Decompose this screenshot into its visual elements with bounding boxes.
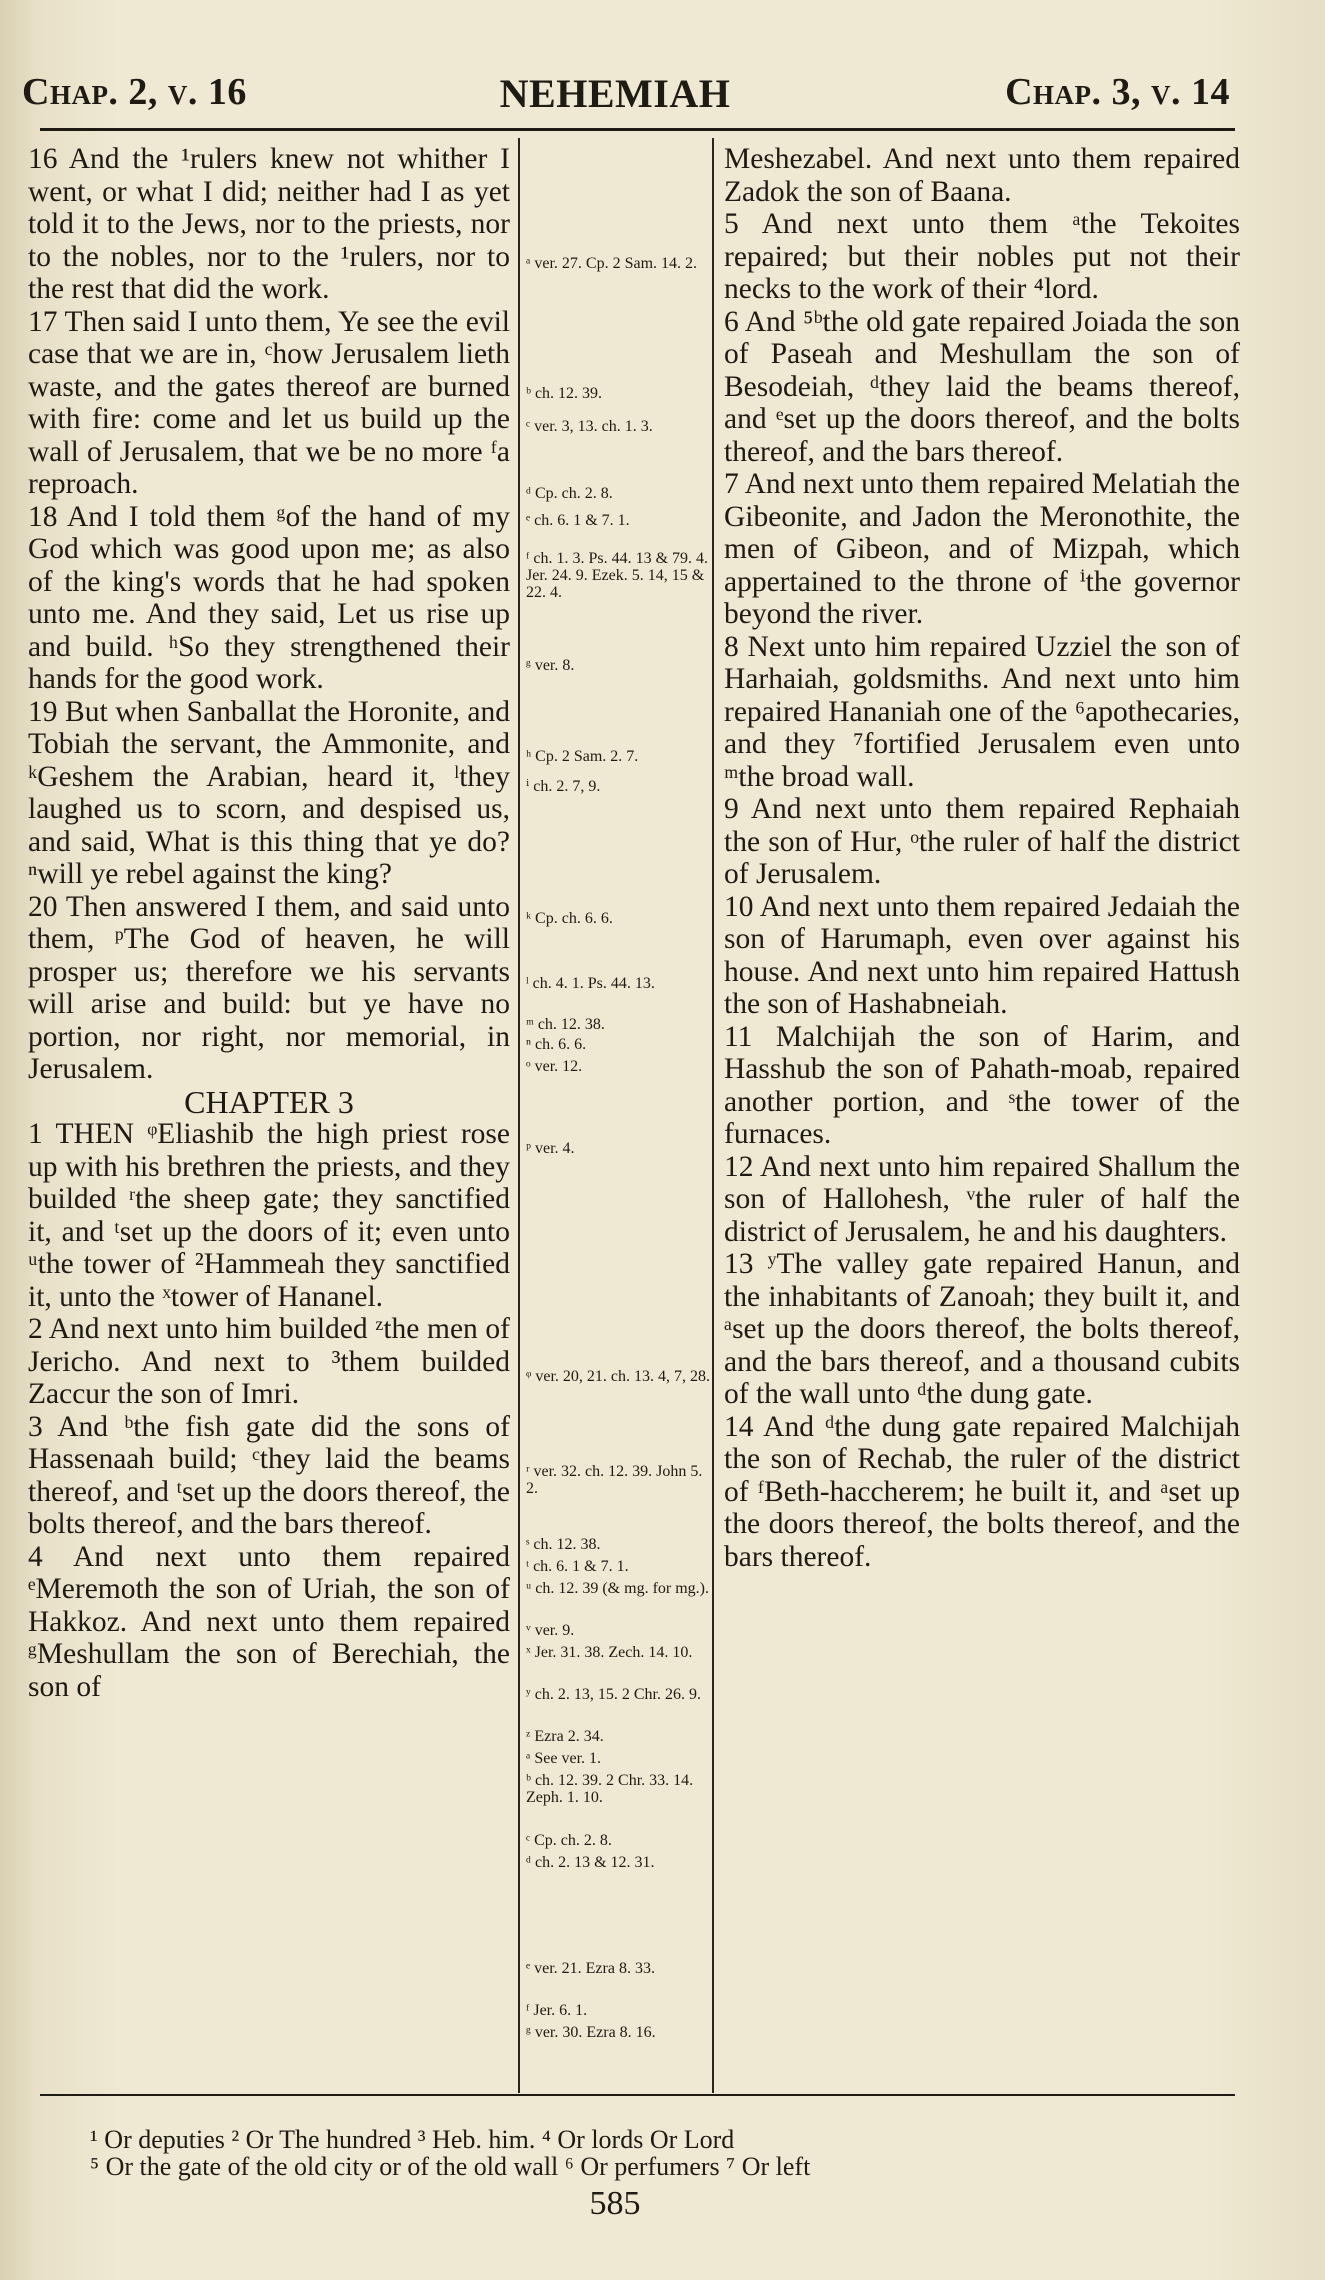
verse-3-11: 11 Malchijah the son of Harim, and Hasshub the son of Pahath-moab, repaired another portion, and ˢthe tower of the furnaces.	[724, 1020, 1240, 1150]
verse-3-9: 9 And next unto them repaired Rephaiah the son of Hur, ᵒthe ruler of half the district of Jerusalem.	[724, 793, 1240, 890]
verse-2-19: 19 But when Sanballat the Horonite, and Tobiah the servant, the Ammonite, and ᵏGeshem the Arabian, heard it, ˡthey laughed us to scorn, and despised us, and said, What is this thing that ye do? ⁿwill ye rebel against the king?	[28, 695, 510, 890]
margin-ref: ᵃ See ver. 1.	[526, 1750, 602, 1767]
chapter-heading: CHAPTER 3	[184, 1083, 354, 1120]
margin-ref: ᵇ ch. 12. 39. 2 Chr. 33. 14. Zeph. 1. 10.	[526, 1772, 694, 1806]
verse-2-18: 18 And I told them ᵍof the hand of my God which was good upon me; as also of the king's words that he had spoken unto me. And they said, Let us rise up and build. ʰSo they strengthened their hands for the good work.	[28, 500, 510, 695]
verse-3-10: 10 And next unto them repaired Jedaiah the son of Harumaph, even over against his house. And next unto him repaired Hattush the son of Hashabneiah.	[724, 890, 1240, 1020]
margin-ref: ᵍ ver. 8.	[526, 657, 575, 674]
margin-ref: ᵒ ver. 12.	[526, 1058, 583, 1075]
verse-2-17: 17 Then said I unto them, Ye see the evil case that we are in, ᶜhow Jerusalem lieth waste, and the gates thereof are burned with fire: come and let us build up the wall of Jerusalem, that we be no more ᶠa reproach.	[28, 305, 510, 500]
margin-ref: ᵃ ver. 27. Cp. 2 Sam. 14. 2.	[526, 255, 698, 272]
margin-ref: ᵏ Cp. ch. 6. 6.	[526, 910, 613, 927]
margin-ref: ᵗ ch. 6. 1 & 7. 1.	[526, 1558, 629, 1575]
page-number: 585	[589, 2185, 641, 2222]
column-rule-left	[518, 138, 520, 2093]
running-head-right: Chap. 3, v. 14	[1005, 71, 1230, 113]
margin-ref: ˣ Jer. 31. 38. Zech. 14. 10.	[526, 1644, 693, 1661]
left-text-column	[28, 143, 510, 1703]
margin-ref: ᵉ ver. 21. Ezra 8. 33.	[526, 1960, 655, 1977]
margin-ref: ⁿ ch. 6. 6.	[526, 1036, 587, 1053]
footnotes-line-1: ¹ Or deputies ² Or The hundred ³ Heb. him. ⁴ Or lords Or Lord	[90, 2125, 735, 2154]
running-head-left: Chap. 2, v. 16	[22, 71, 247, 113]
margin-ref: ᶠ Jer. 6. 1.	[526, 2002, 588, 2019]
verse-3-13: 13 ʸThe valley gate repaired Hanun, and the inhabitants of Zanoah; they built it, and ᵃset up the doors thereof, the bolts thereof, and the bars thereof, and a thousand cubits of the wall unto ᵈthe dung gate.	[724, 1248, 1240, 1410]
verse-3-8: 8 Next unto him repaired Uzziel the son of Harhaiah, goldsmiths. And next unto him repaired Hananiah one of the ⁶apothecaries, and they ⁷fortified Jerusalem even unto ᵐthe broad wall.	[724, 630, 1240, 793]
verse-3-12: 12 And next unto him repaired Shallum the son of Hallohesh, ᵛthe ruler of half the district of Jerusalem, he and his daughters.	[724, 1150, 1240, 1248]
verse-2-16: 16 And the ¹rulers knew not whither I went, or what I did; neither had I as yet told it to the Jews, nor to the priests, nor to the nobles, nor to the ¹rulers, nor to the rest that did the work.	[28, 143, 510, 305]
margin-ref: ᵍ ver. 30. Ezra 8. 16.	[526, 2024, 656, 2041]
verse-2-20: 20 Then answered I them, and said unto them, ᵖThe God of heaven, he will prosper us; therefore we his servants will arise and build: but ye have no portion, nor right, nor memorial, in Jerusalem.	[28, 890, 510, 1085]
margin-ref: ᵘ ch. 12. 39 (& mg. for mg.).	[526, 1580, 709, 1597]
verse-3-3: 3 And ᵇthe fish gate did the sons of Hassenaah build; ᶜthey laid the beams thereof, and ᵗset up the doors thereof, the bolts thereof, and the bars thereof.	[28, 1410, 510, 1540]
margin-ref: ʳ ver. 32. ch. 12. 39. John 5. 2.	[526, 1463, 703, 1497]
margin-ref: ᵇ ch. 12. 39.	[526, 385, 603, 402]
margin-ref: ᵈ ch. 2. 13 & 12. 31.	[526, 1854, 655, 1871]
margin-ref: ᵐ ch. 12. 38.	[526, 1016, 605, 1033]
margin-ref: ʸ ch. 2. 13, 15. 2 Chr. 26. 9.	[526, 1686, 701, 1703]
margin-ref: ᵛ ver. 9.	[526, 1622, 575, 1639]
verse-3-1: 1 THEN ᵠEliashib the high priest rose up with his brethren the priests, and they builded ʳthe sheep gate; they sanctified it, and ᵗset up the doors of it; even unto ᵘthe tower of ²Hammeah they sanctified it, unto the ˣtower of Hananel.	[28, 1118, 510, 1313]
margin-ref: ᶻ Ezra 2. 34.	[526, 1728, 604, 1745]
margin-ref: ᵈ Cp. ch. 2. 8.	[526, 485, 613, 502]
margin-ref: ᵉ ch. 6. 1 & 7. 1.	[526, 512, 630, 529]
margin-ref: ⁱ ch. 2. 7, 9.	[526, 778, 601, 795]
verse-3-5: 5 And next unto them ᵃthe Tekoites repaired; but their nobles put not their necks to the work of their ⁴lord.	[724, 208, 1240, 305]
verse-3-14: 14 And ᵈthe dung gate repaired Malchijah the son of Rechab, the ruler of the district of ᶠBeth-haccherem; he built it, and ᵃset up the doors thereof, the bolts thereof, and the bars thereof.	[724, 1410, 1240, 1573]
margin-ref: ᵠ ver. 20, 21. ch. 13. 4, 7, 28.	[526, 1368, 710, 1385]
verse-3-7: 7 And next unto them repaired Melatiah the Gibeonite, and Jadon the Meronothite, the men of Gibeon, and of Mizpah, which appertained to the throne of ⁱthe governor beyond the river.	[724, 468, 1240, 630]
verse-3-4-cont: Meshezabel. And next unto them repaired Zadok the son of Baana.	[724, 143, 1240, 208]
margin-ref: ᶜ Cp. ch. 2. 8.	[526, 1832, 612, 1849]
verse-3-4: 4 And next unto them repaired ᵉMeremoth the son of Uriah, the son of Hakkoz. And next unto them repaired ᵍMeshullam the son of Berechiah, the son of	[28, 1540, 510, 1703]
header-rule	[40, 128, 1235, 131]
book-title: NEHEMIAH	[499, 71, 731, 116]
footnotes-line-2: ⁵ Or the gate of the old city or of the old wall ⁶ Or perfumers ⁷ Or left	[90, 2152, 811, 2181]
margin-ref: ˢ ch. 12. 38.	[526, 1536, 601, 1553]
verse-3-6: 6 And ⁵ᵇthe old gate repaired Joiada the son of Paseah and Meshullam the son of Besodeiah, ᵈthey laid the beams thereof, and ᵉset up the doors thereof, and the bolts thereof, and the bars thereof.	[724, 305, 1240, 468]
margin-ref: ᶠ ch. 1. 3. Ps. 44. 13 & 79. 4. Jer. 24. 9. Ezek. 5. 14, 15 & 22. 4.	[526, 550, 709, 601]
margin-ref: ʰ Cp. 2 Sam. 2. 7.	[526, 748, 639, 765]
footnote-rule	[40, 2094, 1235, 2096]
margin-ref: ᶜ ver. 3, 13. ch. 1. 3.	[526, 418, 653, 435]
verse-3-2: 2 And next unto him builded ᶻthe men of Jericho. And next to ³them builded Zaccur the son of Imri.	[28, 1313, 510, 1410]
right-text-column	[724, 143, 1240, 1573]
margin-ref: ˡ ch. 4. 1. Ps. 44. 13.	[526, 975, 655, 992]
margin-ref: ᵖ ver. 4.	[526, 1140, 575, 1157]
